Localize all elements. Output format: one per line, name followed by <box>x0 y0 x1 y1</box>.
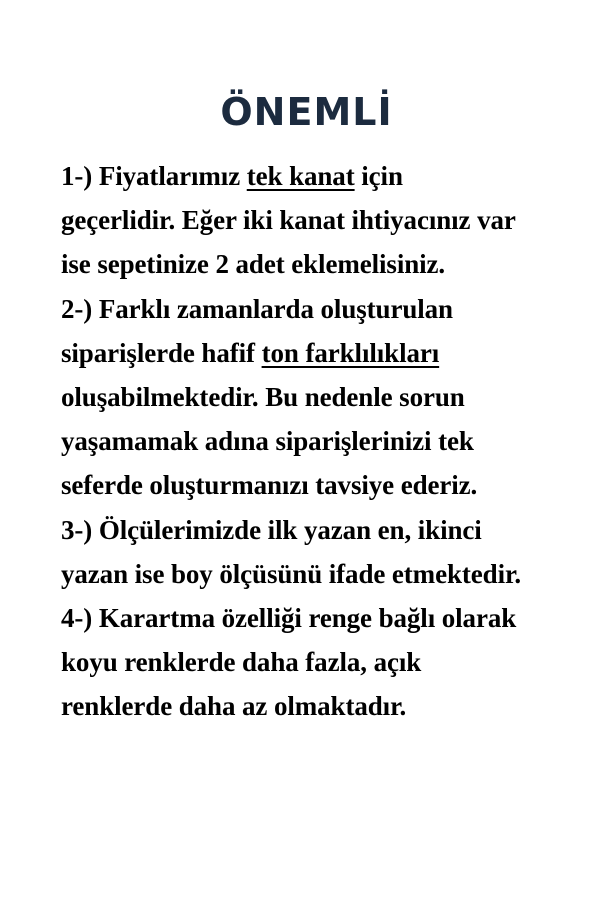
notice-line: 2-) Farklı zamanlarda oluşturulan <box>61 293 453 324</box>
notice-item-2 <box>61 287 581 508</box>
notice-item-1 <box>61 154 581 287</box>
notice-body <box>61 154 581 729</box>
notice-line: 4-) Karartma özelliği renge bağlı olarak <box>61 603 517 634</box>
notice-line: seferde oluşturmanızı tavsiye ederiz. <box>61 470 478 501</box>
notice-line: koyu renklerde daha fazla, açık <box>61 647 422 678</box>
notice-item-3 <box>61 508 581 596</box>
notice-line: oluşabilmektedir. Bu nedenle sorun <box>61 382 465 413</box>
notice-line: geçerlidir. Eğer iki kanat ihtiyacınız var <box>61 205 516 236</box>
underlined-phrase: ton farklılıkları <box>261 337 440 368</box>
notice-item-4 <box>61 596 581 729</box>
underlined-phrase: tek kanat <box>246 161 355 191</box>
notice-line: yaşamamak adına siparişlerinizi tek <box>61 426 474 457</box>
notice-line: 1-) Fiyatlarımız tek kanat için <box>61 161 403 191</box>
notice-line: ise sepetinize 2 adet eklemelisiniz. <box>61 249 446 280</box>
notice-line: renklerde daha az olmaktadır. <box>61 691 407 722</box>
notice-line: yazan ise boy ölçüsünü ifade etmektedir. <box>61 558 522 589</box>
page-title: ÖNEMLİ <box>220 90 393 134</box>
notice-line: 3-) Ölçülerimizde ilk yazan en, ikinci <box>61 514 482 545</box>
notice-line: siparişlerde hafif ton farklılıkları <box>61 337 440 368</box>
